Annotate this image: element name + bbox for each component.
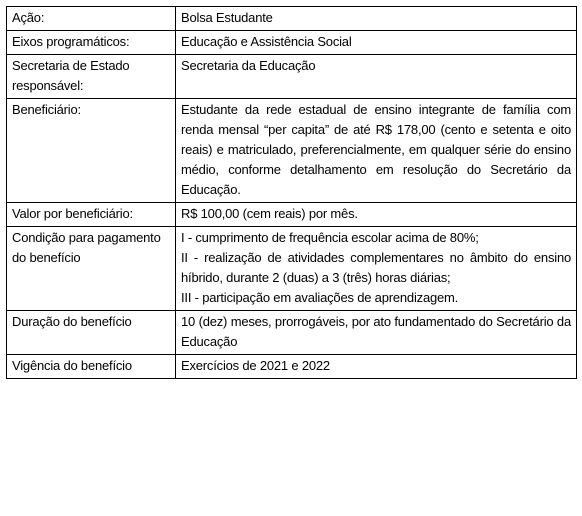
value-line: Exercícios de 2021 e 2022	[181, 358, 330, 373]
condition-item-1: I - cumprimento de frequência escolar acima de 80%;	[181, 230, 479, 245]
row-value-acao	[176, 7, 577, 31]
row-label-condicao: Condição para pagamento do benefício	[7, 227, 176, 311]
value-line: Secretaria da Educação	[181, 58, 316, 73]
table-row	[7, 311, 577, 355]
row-value-eixos	[176, 31, 577, 55]
table-row	[7, 99, 577, 203]
row-value-condicao	[176, 227, 577, 311]
value-line: R$ 100,00 (cem reais) por mês.	[181, 206, 358, 221]
condition-item-2: II - realização de atividades complementares no âmbito do ensino híbrido, durante 2 (duas) a 3 (três) horas diárias;	[181, 250, 571, 285]
value-line: Estudante da rede estadual de ensino integrante de família com renda mensal “per capita” de até R$ 178,00 (cento e setenta e oito reais) e matriculado, preferencialmente, em qualquer série do ensino médio, conforme detalhamento em resolução do Secretário da Educação.	[181, 102, 571, 197]
row-label-duracao: Duração do benefício	[7, 311, 176, 355]
program-info-table	[6, 6, 577, 379]
row-label-secretaria: Secretaria de Estado responsável:	[7, 55, 176, 99]
row-label-valor: Valor por beneficiário:	[7, 203, 176, 227]
value-line: 10 (dez) meses, prorrogáveis, por ato fundamentado do Secretário da Educação	[181, 314, 571, 349]
condition-item-3: III - participação em avaliações de aprendizagem.	[181, 290, 459, 305]
row-value-secretaria	[176, 55, 577, 99]
row-value-valor	[176, 203, 577, 227]
row-label-acao: Ação:	[7, 7, 176, 31]
table-row	[7, 203, 577, 227]
row-value-vigencia	[176, 355, 577, 379]
value-line: Educação e Assistência Social	[181, 34, 352, 49]
value-line: Bolsa Estudante	[181, 10, 273, 25]
row-label-eixos: Eixos programáticos:	[7, 31, 176, 55]
row-value-duracao	[176, 311, 577, 355]
table-row	[7, 55, 577, 99]
row-label-vigencia: Vigência do benefício	[7, 355, 176, 379]
row-label-beneficiario: Beneficiário:	[7, 99, 176, 203]
row-value-beneficiario	[176, 99, 577, 203]
table-row	[7, 31, 577, 55]
table-row	[7, 227, 577, 311]
table-row	[7, 7, 577, 31]
table-row	[7, 355, 577, 379]
